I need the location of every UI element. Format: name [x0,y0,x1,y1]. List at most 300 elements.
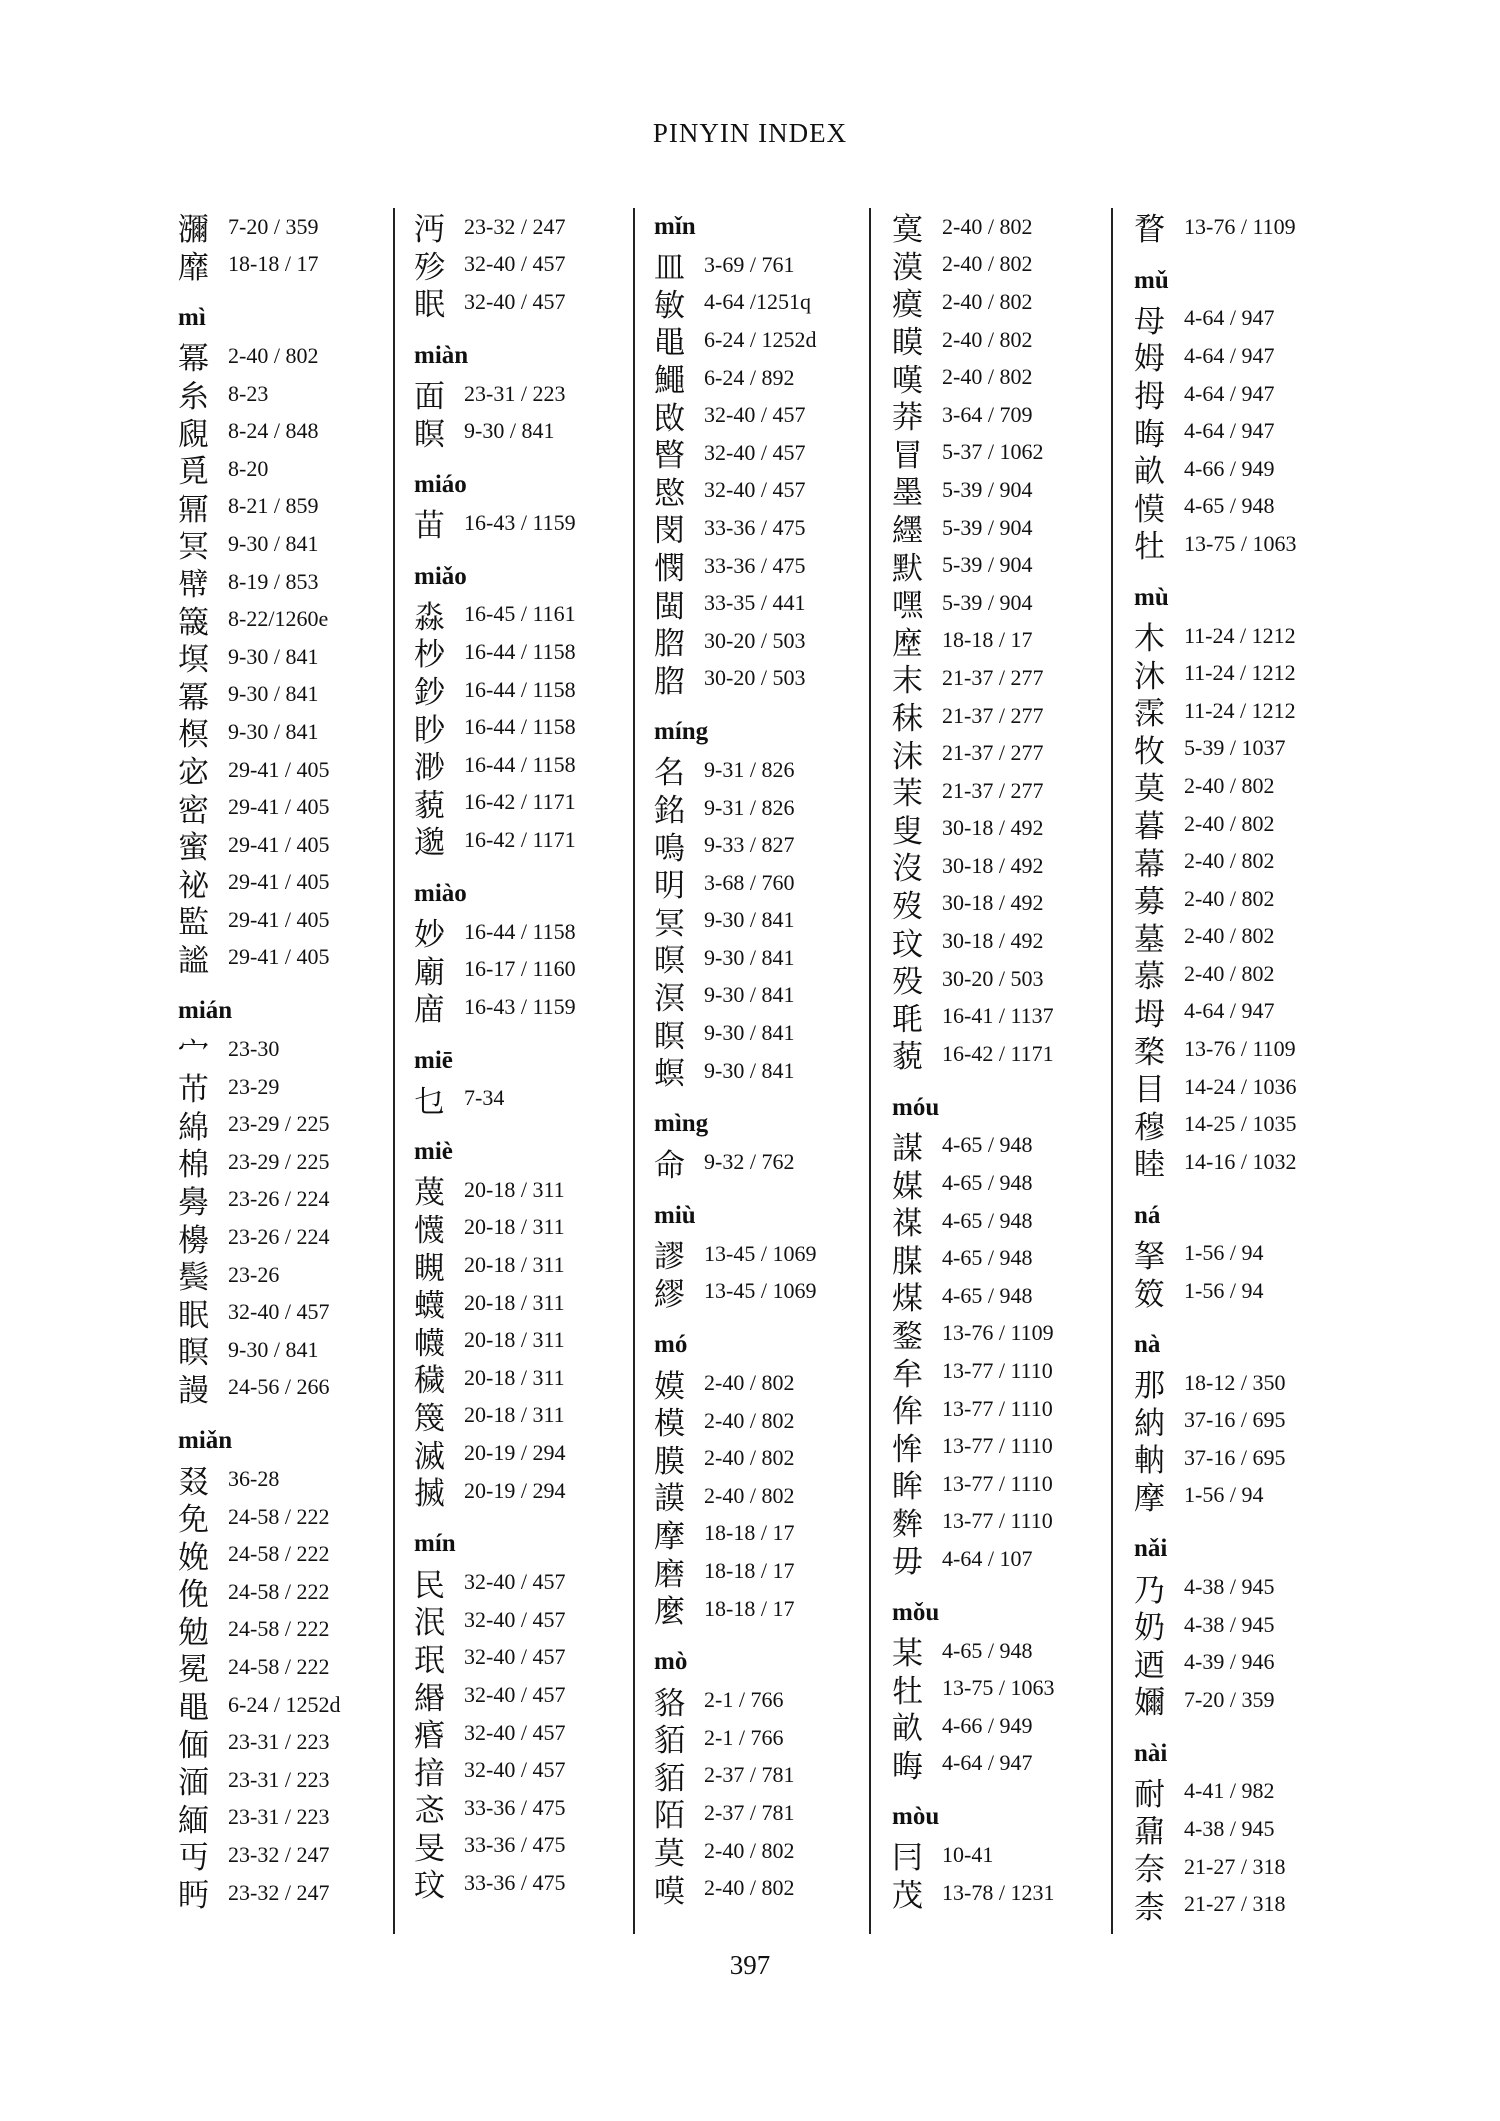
entry-character: 牧 [1134,733,1165,770]
entry-character: 耐 [1134,1776,1165,1813]
index-entry [654,1590,816,1631]
entry-character: 鼐 [1134,1814,1165,1851]
index-entry [892,1465,1054,1506]
entry-reference: 4-65 / 948 [942,1132,1033,1158]
index-entry [178,901,340,942]
index-entry [892,1277,1054,1318]
entry-reference: 4-64 / 947 [1184,342,1275,368]
entry-character: 宀 [178,1034,209,1071]
entry-reference: 13-75 / 1063 [1184,530,1297,556]
entry-reference: 2-40 / 802 [942,213,1033,239]
index-entry [654,939,816,980]
entry-reference: 7-20 / 359 [1184,1686,1275,1712]
entry-character: 旻 [414,1830,445,1867]
entry-reference: 20-19 / 294 [464,1477,566,1503]
index-entry [1134,617,1296,658]
index-entry [1134,208,1296,249]
entry-reference: 5-39 / 904 [942,552,1033,578]
pinyin-heading: nǎi [1134,1535,1168,1563]
entry-character: 末 [892,663,923,700]
entry-character: 腜 [892,1243,923,1280]
index-entry [178,488,340,526]
entry-reference: 13-77 / 1110 [942,1508,1053,1534]
index-entry [414,633,576,674]
entry-character: 脗 [654,663,685,700]
entry-reference: 13-75 / 1063 [942,1675,1055,1701]
index-entry [892,321,1054,362]
index-entry [654,1719,816,1760]
entry-character: 莫 [654,1836,685,1873]
entry-character: 媒 [892,1168,923,1205]
entry-reference: 9-30 / 841 [704,1057,795,1083]
index-entry [414,1827,576,1865]
index-entry [178,1331,340,1372]
entry-reference: 1-56 / 94 [1184,1278,1264,1304]
entry-reference: 4-64 / 947 [1184,998,1275,1024]
index-entry [414,1864,576,1905]
entry-reference: 2-40 / 802 [704,1482,795,1508]
index-columns [178,208,1328,1938]
entry-reference: 24-58 / 222 [228,1541,330,1567]
index-entry [1134,450,1296,491]
entry-reference: 1-56 / 94 [1184,1240,1264,1266]
entry-reference: 2-40 / 802 [704,1407,795,1433]
entry-character: 嫫 [654,1368,685,1405]
entry-reference: 16-45 / 1161 [464,601,576,627]
index-entry [654,902,816,940]
index-entry [414,913,576,954]
index-entry [414,988,576,1029]
entry-character: 寞 [892,212,923,249]
entry-reference: 32-40 / 457 [464,1644,566,1670]
entry-character: 慔 [1134,491,1165,528]
entry-character: 塺 [892,625,923,662]
entry-reference: 20-19 / 294 [464,1440,566,1466]
entry-character: 瞀 [1134,212,1165,249]
entry-character: 懱 [414,1212,445,1249]
index-entry [414,504,576,545]
entry-character: 茉 [892,776,923,813]
entry-reference: 8-21 / 859 [228,493,319,519]
entry-character: 乜 [414,1083,445,1120]
entry-reference: 18-12 / 350 [1184,1369,1286,1395]
entry-character: 膜 [654,1443,685,1480]
entry-character: 簚 [178,604,209,641]
entry-character: 茂 [892,1878,923,1915]
entry-reference: 23-32 / 247 [228,1841,330,1867]
entry-reference: 23-31 / 223 [228,1729,330,1755]
entry-reference: 9-30 / 841 [228,530,319,556]
entry-character: 陌 [654,1798,685,1835]
index-entry [178,246,340,284]
entry-character: 謨 [654,1481,685,1518]
entry-character: 皿 [654,250,685,287]
entry-character: 勉 [178,1614,209,1651]
entry-character: 目 [1134,1072,1165,1109]
index-entry [892,584,1054,625]
entry-character: 面 [414,379,445,416]
index-entry [892,922,1054,963]
index-entry [654,509,816,550]
entry-character: 監 [178,905,209,942]
entry-character: 珉 [414,1642,445,1679]
index-entry [1134,805,1296,846]
entry-reference: 29-41 / 405 [228,869,330,895]
index-entry [654,1439,816,1480]
entry-reference: 18-18 / 17 [704,1520,795,1546]
entry-reference: 24-58 / 222 [228,1616,330,1642]
entry-character: 眇 [414,712,445,749]
entry-character: 楘 [1134,1034,1165,1071]
pinyin-heading: mù [1134,583,1169,611]
entry-character: 滅 [414,1438,445,1475]
entry-character: 莽 [892,400,923,437]
entry-reference: 2-40 / 802 [1184,885,1275,911]
index-entry [1134,488,1296,526]
entry-reference: 5-37 / 1062 [942,439,1044,465]
index-entry [178,1460,340,1501]
entry-character: 謾 [178,1372,209,1409]
index-entry [178,1648,340,1689]
entry-reference: 20-18 / 311 [464,1327,565,1353]
entry-character: 笯 [1134,1276,1165,1313]
index-entry [1134,1606,1296,1647]
entry-character: 塓 [178,642,209,679]
entry-character: 坶 [1134,996,1165,1033]
entry-reference: 16-44 / 1158 [464,714,576,740]
entry-reference: 16-42 / 1171 [464,826,576,852]
index-entry [892,1707,1054,1748]
entry-reference: 2-40 / 802 [704,1445,795,1471]
index-entry [892,358,1054,399]
entry-character: 覛 [178,416,209,453]
index-entry [654,472,816,510]
index-entry [178,208,340,249]
entry-character: 墨 [892,475,923,512]
entry-character: 冒 [892,437,923,474]
entry-character: 貉 [654,1685,685,1722]
entry-reference: 30-20 / 503 [704,665,806,691]
entry-character: 暋 [654,438,685,475]
entry-reference: 33-36 / 475 [464,1832,566,1858]
entry-character: 冥 [654,905,685,942]
entry-reference: 23-26 / 224 [228,1186,330,1212]
index-entry [654,789,816,830]
entry-reference: 32-40 / 457 [704,439,806,465]
pinyin-heading: miè [414,1138,453,1166]
entry-character: 鱦 [654,363,685,400]
index-entry [414,1397,576,1435]
index-entry [654,246,816,287]
entry-character: 湎 [178,1765,209,1802]
entry-character: 禖 [892,1206,923,1243]
entry-character: 泯 [414,1605,445,1642]
entry-character: 默 [892,550,923,587]
pinyin-heading: miù [654,1202,696,1230]
entry-character: 密 [178,792,209,829]
entry-character: 偭 [178,1727,209,1764]
entry-character: 痻 [414,1718,445,1755]
entry-reference: 20-18 / 311 [464,1402,565,1428]
pinyin-heading: mǐn [654,213,696,240]
index-entry [892,246,1054,284]
index-entry [892,546,1054,587]
entry-character: 歿 [892,888,923,925]
entry-reference: 14-25 / 1035 [1184,1111,1297,1137]
entry-reference: 23-31 / 223 [228,1766,330,1792]
index-entry [414,1472,576,1513]
entry-reference: 20-18 / 311 [464,1214,565,1240]
index-entry [654,1832,816,1873]
entry-reference: 13-77 / 1110 [942,1433,1053,1459]
index-entry [1134,1143,1297,1184]
pinyin-heading: mián [178,997,233,1025]
entry-character: 麰 [892,1506,923,1543]
entry-reference: 16-43 / 1159 [464,993,576,1019]
index-entry [892,509,1054,550]
index-entry [178,826,340,867]
entry-reference: 23-29 / 225 [228,1148,330,1174]
entry-character: 丏 [178,1840,209,1877]
index-entry [178,1761,340,1802]
entry-reference: 30-18 / 492 [942,852,1044,878]
index-entry [414,821,576,862]
entry-character: 娩 [178,1539,209,1576]
entry-reference: 4-66 / 949 [1184,455,1275,481]
entry-reference: 8-22/1260e [228,606,329,632]
index-entry [892,1164,1054,1205]
index-entry [654,1273,816,1311]
index-entry [178,1874,340,1915]
index-entry [1134,1272,1296,1313]
index-entry [414,1080,576,1118]
index-entry [1134,1401,1296,1442]
entry-reference: 9-30 / 841 [464,418,555,444]
entry-character: 慕 [1134,959,1165,996]
entry-character: 覓 [178,454,209,491]
entry-character: 軜 [1134,1443,1165,1480]
entry-reference: 4-64 / 947 [1184,380,1275,406]
index-entry [1134,1477,1296,1515]
entry-character: 暮 [1134,809,1165,846]
index-entry [654,1757,816,1795]
entry-reference: 16-42 / 1171 [464,789,576,815]
entry-reference: 2-40 / 802 [1184,810,1275,836]
entry-character: 鍪 [892,1318,923,1355]
entry-reference: 23-32 / 247 [464,213,566,239]
entry-reference: 16-42 / 1171 [942,1040,1054,1066]
entry-character: 漠 [892,249,923,286]
entry-reference: 32-40 / 457 [228,1299,330,1325]
entry-reference: 11-24 / 1212 [1184,660,1296,686]
entry-character: 蠛 [414,1288,445,1325]
entry-character: 那 [1134,1368,1165,1405]
index-entry [892,1239,1054,1280]
entry-reference: 32-40 / 457 [464,1757,566,1783]
entry-character: 妙 [414,917,445,954]
index-entry [654,359,816,400]
entry-character: 模 [654,1406,685,1443]
entry-character: 俛 [178,1577,209,1614]
entry-character: 瀰 [178,212,209,249]
entry-character: 摩 [1134,1480,1165,1517]
entry-reference: 4-66 / 949 [942,1712,1033,1738]
entry-character: 鈔 [414,675,445,712]
index-entry [178,713,340,754]
index-entry [892,847,1054,888]
entry-reference: 9-33 / 827 [704,832,795,858]
index-entry [654,1052,816,1093]
index-entry [414,375,576,416]
entry-character: 榠 [178,717,209,754]
index-entry [414,784,576,822]
entry-reference: 32-40 / 457 [464,1719,566,1745]
index-entry [892,1874,1055,1915]
index-entry [654,1402,816,1443]
index-entry [892,1315,1054,1353]
entry-reference: 8-24 / 848 [228,418,319,444]
entry-reference: 33-36 / 475 [704,552,806,578]
entry-reference: 4-41 / 982 [1184,1778,1275,1804]
pinyin-heading: mín [414,1530,456,1558]
index-entry [892,622,1054,660]
entry-character: 搣 [414,1476,445,1513]
entry-character: 冃 [892,1840,923,1877]
index-entry [178,1611,340,1649]
index-entry [414,1284,576,1325]
entry-character: 眄 [178,1878,209,1915]
entry-reference: 33-36 / 475 [464,1869,566,1895]
index-entry [414,1601,576,1642]
index-entry [178,337,340,378]
entry-reference: 4-65 / 948 [942,1207,1033,1233]
index-entry [414,671,576,712]
entry-reference: 23-31 / 223 [464,380,566,406]
entry-reference: 37-16 / 695 [1184,1444,1286,1470]
index-entry [178,412,340,453]
entry-character: 柰 [1134,1889,1165,1926]
entry-reference: 33-36 / 475 [464,1794,566,1820]
index-entry [178,1030,340,1071]
entry-reference: 13-77 / 1110 [942,1470,1053,1496]
entry-character: 眠 [178,1297,209,1334]
index-entry [1134,1773,1296,1811]
index-entry [1134,730,1296,768]
entry-reference: 9-30 / 841 [704,1020,795,1046]
index-entry [178,375,340,416]
entry-character: 邈 [414,825,445,862]
index-entry [414,596,576,634]
index-entry [178,1181,340,1219]
entry-reference: 16-44 / 1158 [464,638,576,664]
entry-character: 納 [1134,1405,1165,1442]
entry-reference: 23-26 / 224 [228,1224,330,1250]
entry-reference: 9-30 / 841 [704,944,795,970]
entry-character: 睦 [1134,1147,1165,1184]
entry-character: 殄 [414,249,445,286]
entry-character: 憫 [654,551,685,588]
entry-character: 眠 [414,287,445,324]
entry-character: 畝 [892,1711,923,1748]
index-entry [654,584,816,625]
entry-reference: 2-40 / 802 [704,1837,795,1863]
entry-character: 命 [654,1147,685,1184]
entry-reference: 20-18 / 311 [464,1252,565,1278]
index-column-1 [178,208,341,1915]
index-entry [654,1014,816,1055]
entry-character: 幕 [1134,846,1165,883]
index-entry [1134,880,1296,921]
entry-character: 牡 [892,1673,923,1710]
entry-reference: 2-1 / 766 [704,1687,784,1713]
entry-reference: 21-37 / 277 [942,777,1044,803]
entry-reference: 2-40 / 802 [942,288,1033,314]
entry-character: 敏 [654,287,685,324]
entry-character: 謬 [654,1239,685,1276]
index-entry [414,1171,576,1212]
entry-reference: 29-41 / 405 [228,906,330,932]
index-entry [414,1563,576,1604]
entry-reference: 24-58 / 222 [228,1503,330,1529]
index-entry [414,1359,576,1400]
entry-reference: 13-77 / 1110 [942,1395,1053,1421]
index-entry [654,1552,816,1593]
page-header: PINYIN INDEX [652,118,848,148]
entry-character: 謀 [892,1130,923,1167]
index-entry [414,1714,576,1755]
entry-character: 纆 [892,513,923,550]
index-entry [414,1246,576,1287]
entry-reference: 23-31 / 223 [228,1804,330,1830]
entry-reference: 4-39 / 946 [1184,1649,1275,1675]
entry-reference: 7-34 [464,1085,505,1111]
index-entry [892,1745,1054,1783]
pinyin-heading: mǒu [892,1598,940,1626]
entry-character: 名 [654,755,685,792]
entry-reference: 30-18 / 492 [942,928,1044,954]
entry-reference: 3-69 / 761 [704,251,795,277]
index-entry [654,977,816,1015]
index-entry [1134,993,1296,1031]
index-entry [178,638,340,679]
index-entry [178,751,340,792]
entry-reference: 8-20 [228,455,269,481]
entry-character: 淼 [414,599,445,636]
entry-reference: 9-31 / 826 [704,794,795,820]
entry-reference: 1-56 / 94 [1184,1482,1264,1508]
pinyin-heading: miǎn [178,1427,233,1455]
index-entry [414,1209,576,1247]
index-entry [892,697,1054,738]
entry-character: 脗 [654,626,685,663]
index-entry [178,1723,340,1764]
entry-reference: 24-58 / 222 [228,1578,330,1604]
entry-character: 幭 [414,1325,445,1362]
entry-character: 鼏 [178,491,209,528]
entry-reference: 33-36 / 475 [704,514,806,540]
index-entry [178,1686,341,1727]
index-entry [1134,375,1296,416]
entry-reference: 4-64 /1251q [704,289,811,315]
entry-character: 募 [1134,884,1165,921]
index-entry [654,1477,816,1518]
index-entry [178,1535,340,1576]
entry-character: 蔑 [414,1175,445,1212]
entry-character: 暝 [654,943,685,980]
index-entry [1134,692,1296,733]
entry-reference: 9-30 / 841 [228,643,319,669]
entry-character: 瞑 [178,1335,209,1372]
